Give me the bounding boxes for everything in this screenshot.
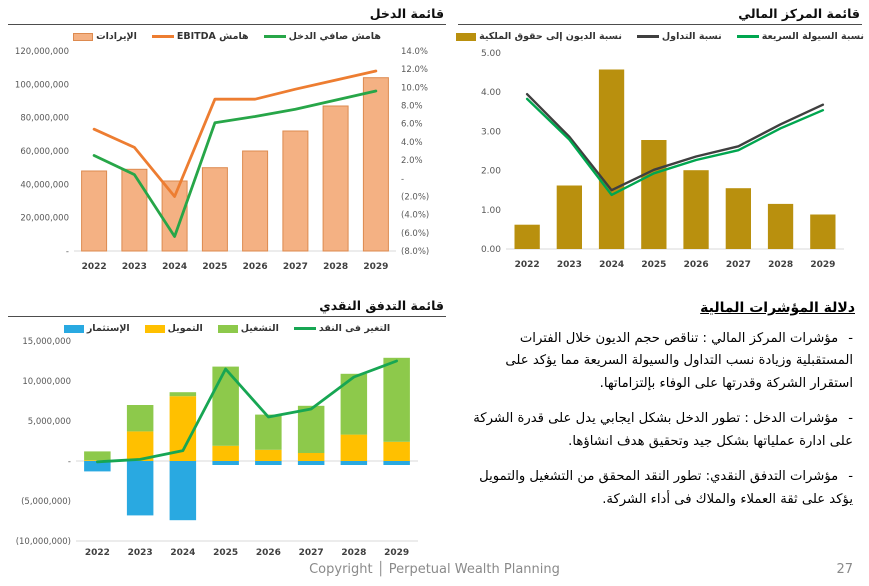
svg-text:40,000,000: 40,000,000 <box>20 180 69 191</box>
legend-label: هامش صافي الدخل <box>288 31 381 42</box>
svg-text:5,000,000: 5,000,000 <box>27 417 71 427</box>
indicator-bullet-cashflow <box>459 466 853 511</box>
svg-text:120,000,000: 120,000,000 <box>14 47 69 57</box>
balance-chart-legend <box>458 30 862 43</box>
legend-label: نسبة التداول <box>661 31 722 42</box>
legend-item <box>73 31 137 42</box>
svg-text:(8.0%): (8.0%) <box>401 247 430 257</box>
legend-label: نسبة السيولة السريعة <box>761 31 864 42</box>
income-statement-title: قائمة الدخل <box>8 4 446 25</box>
svg-text:2.0%: 2.0% <box>401 156 423 167</box>
line-swatch-icon <box>637 35 659 38</box>
svg-text:2025: 2025 <box>641 260 667 270</box>
income-chart-legend <box>8 30 446 43</box>
svg-text:-: - <box>67 457 71 467</box>
income-statement-panel <box>8 4 446 277</box>
svg-text:(6.0%): (6.0%) <box>401 228 430 239</box>
legend-label: التمويل <box>167 323 203 334</box>
svg-text:2.00: 2.00 <box>480 166 501 177</box>
svg-text:2027: 2027 <box>725 260 751 270</box>
svg-text:2029: 2029 <box>384 548 410 558</box>
svg-text:(2.0%): (2.0%) <box>401 192 430 203</box>
bullet-text: مؤشرات المركز المالي : تناقص حجم الديون خلال الفترات المستقبلية وزيادة نسب التداول والسيولة السريعة مما يؤكد على استقرار الشركة وقدرتها على الوفاء بإلتزاماتها. <box>505 331 853 391</box>
svg-text:2023: 2023 <box>556 260 582 270</box>
svg-text:(5,000,000): (5,000,000) <box>21 497 71 507</box>
svg-text:4.0%: 4.0% <box>401 137 423 148</box>
bar-swatch-icon <box>64 325 84 333</box>
svg-text:(10,000,000): (10,000,000) <box>15 537 71 547</box>
balance-sheet-panel <box>458 4 862 275</box>
svg-text:12.0%: 12.0% <box>401 65 429 76</box>
bullet-dash: - <box>848 469 853 485</box>
bullet-text: مؤشرات التدفق النقدي: تطور النقد المحقق من التشغيل والتمويل يؤكد على ثقة العملاء والملاك فى أداء الشركة. <box>479 469 853 507</box>
indicator-bullet-balance <box>459 328 853 395</box>
svg-text:2027: 2027 <box>298 548 324 558</box>
svg-text:-: - <box>401 174 405 185</box>
svg-text:100,000,000: 100,000,000 <box>14 80 69 91</box>
indicators-heading: دلالة المؤشرات المالية <box>700 300 855 316</box>
svg-text:2028: 2028 <box>341 548 367 558</box>
svg-text:14.0%: 14.0% <box>401 47 429 57</box>
legend-item <box>145 323 203 334</box>
svg-text:-: - <box>65 247 69 257</box>
legend-label: نسبة الديون إلى حقوق الملكية <box>479 31 622 42</box>
svg-text:2029: 2029 <box>810 260 836 270</box>
svg-text:2026: 2026 <box>255 548 281 558</box>
svg-text:2024: 2024 <box>162 262 188 272</box>
svg-text:2027: 2027 <box>282 262 308 272</box>
legend-item <box>294 323 390 334</box>
legend-item <box>264 31 381 42</box>
balance-sheet-title: قائمة المركز المالي <box>458 4 862 25</box>
line-swatch-icon <box>264 35 286 38</box>
svg-text:6.0%: 6.0% <box>401 119 423 130</box>
svg-text:2022: 2022 <box>514 260 540 270</box>
svg-text:2029: 2029 <box>363 262 389 272</box>
income-chart <box>8 43 444 277</box>
legend-item <box>218 323 279 334</box>
svg-text:10.0%: 10.0% <box>401 83 429 94</box>
svg-text:2023: 2023 <box>121 262 147 272</box>
legend-label: التشغيل <box>240 323 279 334</box>
svg-text:5.00: 5.00 <box>480 49 501 59</box>
svg-text:2023: 2023 <box>127 548 153 558</box>
svg-text:2028: 2028 <box>323 262 349 272</box>
svg-text:2026: 2026 <box>683 260 709 270</box>
svg-text:2028: 2028 <box>768 260 794 270</box>
legend-item <box>637 31 722 42</box>
legend-label: الإستثمار <box>86 323 130 334</box>
svg-text:10,000,000: 10,000,000 <box>22 377 71 387</box>
svg-text:2024: 2024 <box>599 260 625 270</box>
svg-text:2024: 2024 <box>170 548 196 558</box>
svg-text:2022: 2022 <box>81 262 107 272</box>
bullet-dash: - <box>848 411 853 427</box>
legend-label: الإيرادات <box>96 31 137 42</box>
legend-item <box>64 323 130 334</box>
svg-text:2025: 2025 <box>213 548 239 558</box>
cash-flow-chart <box>8 335 444 563</box>
svg-text:3.00: 3.00 <box>480 127 501 138</box>
balance-chart <box>458 43 862 275</box>
svg-text:1.00: 1.00 <box>480 205 501 216</box>
svg-text:2026: 2026 <box>242 262 268 272</box>
page-number: 27 <box>836 562 853 577</box>
svg-text:8.0%: 8.0% <box>401 101 423 112</box>
bullet-text: مؤشرات الدخل : تطور الدخل بشكل ايجابي يدل على قدرة الشركة على ادارة عملياتها بشكل جيد وتحقيق هدف انشاؤها. <box>473 411 853 449</box>
svg-text:4.00: 4.00 <box>480 88 501 99</box>
svg-text:2022: 2022 <box>84 548 110 558</box>
legend-item <box>456 31 622 42</box>
indicators-panel <box>459 300 857 524</box>
bar-swatch-icon <box>456 33 476 41</box>
svg-text:80,000,000: 80,000,000 <box>20 113 69 124</box>
legend-label: التغير فى النقد <box>318 323 391 334</box>
cash-flow-title: قائمة التدفق النقدي <box>8 296 446 317</box>
svg-text:15,000,000: 15,000,000 <box>22 337 71 347</box>
indicator-bullet-income <box>459 408 853 453</box>
svg-text:20,000,000: 20,000,000 <box>20 213 69 224</box>
line-swatch-icon <box>737 35 759 38</box>
svg-text:60,000,000: 60,000,000 <box>20 147 69 157</box>
bar-swatch-icon <box>218 325 238 333</box>
cash-flow-chart-legend <box>8 322 446 335</box>
legend-label: هامش EBITDA <box>176 31 249 42</box>
cash-flow-panel <box>8 296 446 563</box>
bar-swatch-icon <box>73 33 93 41</box>
legend-item <box>737 31 864 42</box>
svg-text:2025: 2025 <box>202 262 228 272</box>
legend-item <box>152 31 249 42</box>
svg-text:0.00: 0.00 <box>480 245 501 255</box>
bar-swatch-icon <box>145 325 165 333</box>
footer <box>0 562 869 584</box>
bullet-dash: - <box>848 331 853 346</box>
line-swatch-icon <box>152 35 174 38</box>
svg-text:(4.0%): (4.0%) <box>401 210 430 221</box>
copyright-text: Copyright │ Perpetual Wealth Planning <box>309 562 560 577</box>
line-swatch-icon <box>294 327 316 330</box>
